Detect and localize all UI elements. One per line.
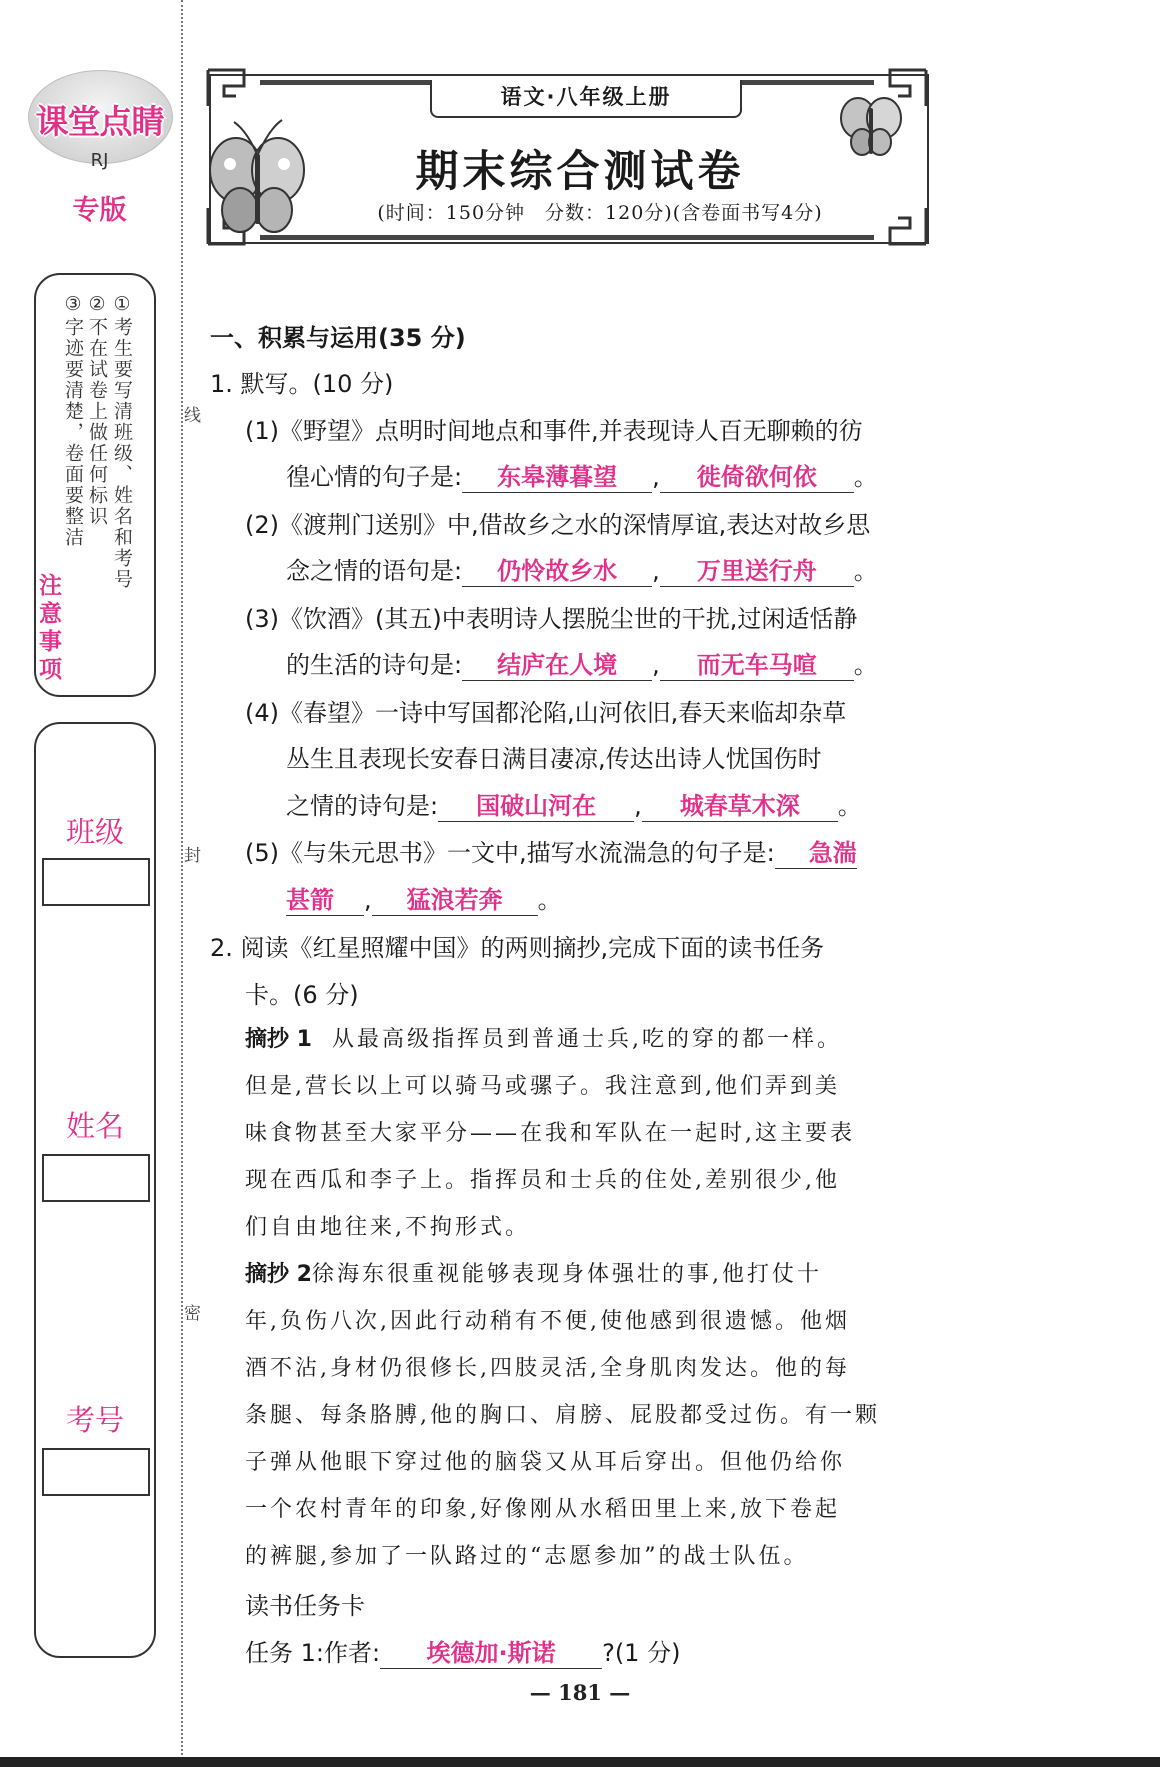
corner-ornament-bottom-right [886, 204, 930, 248]
q1-item5-answer1-part1: 急湍 [775, 833, 857, 869]
cut-mark-xian: 线 [180, 406, 200, 423]
task-card-title: 读书任务卡 [245, 1592, 365, 1620]
excerpt2-text-1: 徐海东很重视能够表现身体强壮的事,他打仗十 [311, 1262, 822, 1287]
cut-mark-mi: 密 [180, 1304, 200, 1321]
cut-mark-feng: 封 [180, 846, 200, 863]
question-1-stem: 1. 默写。(10 分) [210, 370, 394, 398]
logo-text: 课堂点睛 [35, 102, 164, 141]
excerpt2-line4: 条腿、每条胳膊,他的胸口、肩膀、屁股都受过伤。有一颗 [245, 1403, 880, 1428]
q1-item3-line1: (3)《饮酒》(其五)中表明诗人摆脱尘世的干扰,过闲适恬静 [245, 605, 858, 633]
question-2-stem-line1: 2. 阅读《红星照耀中国》的两则摘抄,完成下面的读书任务 [210, 934, 825, 962]
q1-item4-line2: 丛生且表现长安春日满目凄凉,传达出诗人忧国伤时 [286, 745, 822, 773]
student-info-panel [34, 722, 156, 1658]
q1-item5-answer2: 猛浪若奔 [372, 880, 538, 916]
subject-tab: 语文·八年级上册 [430, 80, 742, 118]
period: 。 [837, 792, 862, 820]
name-label: 姓名 [65, 1109, 124, 1143]
period: 。 [853, 557, 878, 585]
task1-answer: 埃德加·斯诺 [380, 1633, 602, 1669]
task1-prompt: 任务 1:作者: [245, 1639, 381, 1667]
exam-meta: (时间：150分钟 分数：120分)(含卷面书写4分) [377, 202, 823, 224]
notice-item-2: ②不在试卷上做任何标识 [86, 293, 108, 527]
notice-panel [34, 273, 156, 697]
exam-no-label: 考号 [65, 1403, 124, 1437]
q1-item4-answer2: 城春草木深 [642, 786, 838, 822]
excerpt2-line7: 的裤腿,参加了一队路过的“志愿参加”的战士队伍。 [245, 1544, 809, 1569]
question-2-stem-line2: 卡。(6 分) [245, 981, 359, 1009]
exam-no-field[interactable] [42, 1448, 150, 1496]
q1-item2-answer2: 万里送行舟 [660, 551, 854, 587]
page-number: — 181 — [529, 1680, 631, 1705]
excerpt2-label: 摘抄 2 [245, 1262, 312, 1287]
notice-item-1: ①考生要写清班级、姓名和考号 [111, 293, 133, 590]
q1-item3-prompt: 的生活的诗句是: [286, 651, 463, 679]
excerpt1-text-1: 从最高级指挥员到普通士兵,吃的穿的都一样。 [331, 1027, 842, 1052]
name-field[interactable] [42, 1154, 150, 1202]
q1-item2-prompt: 念之情的语句是: [286, 557, 463, 585]
q1-item3-answer1: 结庐在人境 [462, 645, 652, 681]
q1-item1-answer1: 东皋薄暮望 [462, 457, 652, 493]
q1-item5-line1 [245, 833, 857, 869]
bottom-edge [0, 1757, 1160, 1767]
edition-label: 专版 [72, 195, 127, 226]
comma: , [652, 557, 660, 585]
excerpt2-line3: 酒不沾,身材仍很修长,四肢灵活,全身肌肉发达。他的每 [245, 1356, 850, 1381]
logo-subtext: RJ [90, 150, 109, 171]
excerpt1-line5: 们自由地往来,不拘形式。 [245, 1215, 530, 1240]
excerpt1-line4: 现在西瓜和李子上。指挥员和士兵的住处,差别很少,他 [245, 1168, 840, 1193]
excerpt2-line6: 一个农村青年的印象,好像刚从水稻田里上来,放下卷起 [245, 1497, 840, 1522]
section-heading: 一、积累与运用(35 分) [210, 324, 466, 352]
task1-score: ?(1 分) [602, 1639, 681, 1667]
q1-item5-answer1-part2: 甚箭 [286, 880, 364, 916]
q1-item2-answer1: 仍怜故乡水 [462, 551, 652, 587]
excerpt1-line1 [245, 1022, 842, 1053]
comma: , [634, 792, 642, 820]
class-label: 班级 [65, 815, 124, 849]
period: 。 [853, 651, 878, 679]
q1-item3-answer2: 而无车马喧 [660, 645, 854, 681]
q1-item4-prompt: 之情的诗句是: [286, 792, 439, 820]
period: 。 [537, 886, 562, 914]
q1-item1-line2 [286, 457, 878, 493]
q1-item3-line2 [286, 645, 878, 681]
page-title: 期末综合测试卷 [415, 147, 745, 197]
excerpt2-line1 [245, 1257, 822, 1288]
q1-item1-answer2: 徙倚欲何依 [660, 457, 854, 493]
comma: , [364, 886, 372, 914]
excerpt1-label: 摘抄 1 [245, 1027, 312, 1052]
q1-item5-line2 [286, 880, 562, 916]
excerpt2-line5: 子弹从他眼下穿过他的脑袋又从耳后穿出。但他仍给你 [245, 1450, 846, 1475]
q1-item4-line1: (4)《春望》一诗中写国都沦陷,山河依旧,春天来临却杂草 [245, 699, 847, 727]
q1-item2-line1: (2)《渡荆门送别》中,借故乡之水的深情厚谊,表达对故乡思 [245, 511, 871, 539]
period: 。 [853, 463, 878, 491]
q1-item1-prompt: 徨心情的句子是: [286, 463, 463, 491]
binding-line [181, 0, 183, 1767]
q1-item4-answer1: 国破山河在 [438, 786, 634, 822]
comma: , [652, 651, 660, 679]
q1-item5-prompt: (5)《与朱元思书》一文中,描写水流湍急的句子是: [245, 839, 775, 867]
excerpt2-line2: 年,负伤八次,因此行动稍有不便,使他感到很遗憾。他烟 [245, 1309, 850, 1334]
comma: , [652, 463, 660, 491]
excerpt1-line3: 味食物甚至大家平分——在我和军队在一起时,这主要表 [245, 1121, 855, 1146]
task1-line [245, 1633, 680, 1669]
q1-item4-line3 [286, 786, 862, 822]
q1-item1-line1: (1)《野望》点明时间地点和事件,并表现诗人百无聊赖的彷 [245, 417, 863, 445]
q1-item2-line2 [286, 551, 878, 587]
excerpt1-line2: 但是,营长以上可以骑马或骡子。我注意到,他们弄到美 [245, 1074, 840, 1099]
notice-title: 注意事项 [35, 573, 61, 685]
corner-ornament-top-left [204, 66, 248, 110]
notice-item-3: ③字迹要清楚，卷面要整洁 [62, 293, 84, 548]
class-field[interactable] [42, 858, 150, 906]
